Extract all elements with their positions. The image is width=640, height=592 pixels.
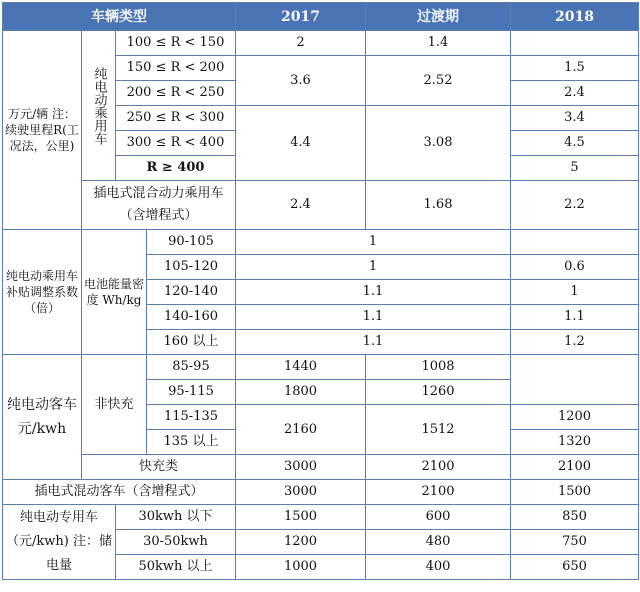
- coef-range: 140-160: [147, 305, 236, 330]
- coef-2018: 1: [511, 280, 639, 305]
- special-group-label: 纯电动专用车（元/kwh) 注：储电量: [3, 505, 116, 580]
- pev-range: 150 ≤ R < 200: [116, 56, 236, 81]
- pev-range: 100 ≤ R < 150: [116, 31, 236, 56]
- bus-nonfast-label: 非快充: [82, 355, 147, 455]
- pev-2018: 2.4: [511, 81, 639, 106]
- special-range: 30-50kwh: [116, 530, 236, 555]
- phev-label: 插电式混合动力乘用车（含增程式）: [82, 181, 236, 230]
- coef-range: 90-105: [147, 230, 236, 255]
- coef-group-label: 纯电动乘用车补贴调整系数（倍）: [3, 230, 82, 355]
- table-row: [3, 31, 639, 56]
- bus-group-label: 纯电动客车 元/kwh: [3, 355, 82, 480]
- bus-range: 115-135: [147, 405, 236, 430]
- special-2017: 1200: [236, 530, 366, 555]
- phev-bus-2018: 1500: [511, 480, 639, 505]
- table-row: [3, 181, 639, 230]
- pev-range: 300 ≤ R < 400: [116, 131, 236, 156]
- pev-2018: 5: [511, 156, 639, 181]
- coef-merged: 1: [236, 255, 511, 280]
- pev-2017: 4.4: [236, 106, 366, 181]
- bus-fast-transition: 2100: [366, 455, 511, 480]
- header-vehicle-type: 车辆类型: [3, 3, 236, 31]
- bus-fast-2018: 2100: [511, 455, 639, 480]
- pev-2018: 4.5: [511, 131, 639, 156]
- phev-bus-label: 插电式混动客车（含增程式）: [3, 480, 236, 505]
- pev-transition: 3.08: [366, 106, 511, 181]
- phev-bus-transition: 2100: [366, 480, 511, 505]
- special-range: 50kwh 以上: [116, 555, 236, 580]
- coef-merged: 1.1: [236, 305, 511, 330]
- pev-range: 200 ≤ R < 250: [116, 81, 236, 106]
- table-row: [3, 455, 639, 480]
- pev-2017: 3.6: [236, 56, 366, 106]
- coef-2018: 1.2: [511, 330, 639, 355]
- special-2018: 750: [511, 530, 639, 555]
- phev-2018: 2.2: [511, 181, 639, 230]
- bus-range: 85-95: [147, 355, 236, 380]
- table-row: [3, 505, 639, 530]
- special-transition: 400: [366, 555, 511, 580]
- pev-group-label: 万元/辆 注：续驶里程R(工况法，公里): [3, 31, 82, 230]
- bus-fast-2017: 3000: [236, 455, 366, 480]
- pev-range: 250 ≤ R < 300: [116, 106, 236, 131]
- special-range: 30kwh 以下: [116, 505, 236, 530]
- special-transition: 480: [366, 530, 511, 555]
- special-2018: 850: [511, 505, 639, 530]
- header-2017: 2017: [236, 3, 366, 31]
- coef-2018: 0.6: [511, 255, 639, 280]
- bus-range: 135 以上: [147, 430, 236, 455]
- bus-range: 95-115: [147, 380, 236, 405]
- phev-bus-2017: 3000: [236, 480, 366, 505]
- bus-transition: 1008: [366, 355, 511, 380]
- bus-2018: 1320: [511, 430, 639, 455]
- subsidy-table: [2, 2, 639, 580]
- special-transition: 600: [366, 505, 511, 530]
- bus-2017: 2160: [236, 405, 366, 455]
- coef-range: 120-140: [147, 280, 236, 305]
- bus-transition: 1260: [366, 380, 511, 405]
- bus-2018: [511, 355, 639, 405]
- bus-2017: 1800: [236, 380, 366, 405]
- coef-range: 160 以上: [147, 330, 236, 355]
- header-row: [3, 3, 639, 31]
- pev-2018: 1.5: [511, 56, 639, 81]
- special-2017: 1000: [236, 555, 366, 580]
- coef-merged: 1: [236, 230, 511, 255]
- table-row: [3, 480, 639, 505]
- phev-2017: 2.4: [236, 181, 366, 230]
- pev-2018: [511, 31, 639, 56]
- header-2018: 2018: [511, 3, 639, 31]
- table-row: [3, 230, 639, 255]
- pev-range: R ≥ 400: [116, 156, 236, 181]
- pev-2018: 3.4: [511, 106, 639, 131]
- coef-merged: 1.1: [236, 330, 511, 355]
- header-transition: 过渡期: [366, 3, 511, 31]
- coef-2018: [511, 230, 639, 255]
- pev-2017: 2: [236, 31, 366, 56]
- coef-range: 105-120: [147, 255, 236, 280]
- coef-merged: 1.1: [236, 280, 511, 305]
- bus-fast-label: 快充类: [82, 455, 236, 480]
- bus-2017: 1440: [236, 355, 366, 380]
- special-2018: 650: [511, 555, 639, 580]
- bus-transition: 1512: [366, 405, 511, 455]
- table-row: [3, 355, 639, 380]
- pev-transition: 1.4: [366, 31, 511, 56]
- special-2017: 1500: [236, 505, 366, 530]
- pev-transition: 2.52: [366, 56, 511, 106]
- coef-sub-label: 电池能量密度 Wh/kg: [82, 230, 147, 355]
- pev-vehicle-label: 纯电动乘用车: [82, 31, 116, 181]
- bus-2018: 1200: [511, 405, 639, 430]
- coef-2018: 1.1: [511, 305, 639, 330]
- phev-transition: 1.68: [366, 181, 511, 230]
